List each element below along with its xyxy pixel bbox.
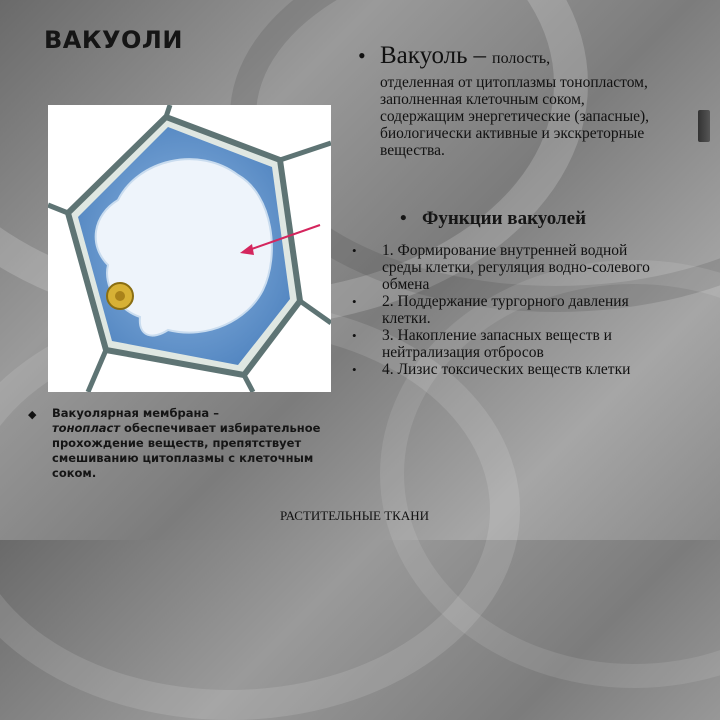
definition-body: отделенная от цитоплазмы тонопластом, заполненная клеточным соком, содержащим энергетические (запасные), биологически активные и экскреторные вещества.	[380, 74, 650, 159]
function-text: 4. Лизис токсических веществ клетки	[382, 361, 631, 378]
bullet-icon: •	[352, 294, 357, 309]
bullet-icon: •	[400, 208, 407, 229]
slide-title: ВАКУОЛИ	[44, 26, 183, 54]
bullet-icon: •	[352, 362, 357, 377]
membrane-note	[28, 406, 322, 481]
definition-lead	[358, 42, 668, 70]
membrane-term: тонопласт	[52, 421, 121, 435]
function-text: 1. Формирование внутренней водной среды клетки, регуляция водно-солевого обмена	[382, 242, 650, 293]
cell-wall-extension	[48, 205, 68, 213]
functions-heading	[400, 208, 586, 230]
function-text: 2. Поддержание тургорного давления клетки.	[382, 293, 629, 327]
list-item	[350, 293, 670, 327]
definition-tail: полость,	[492, 50, 551, 67]
cell-wall-extension	[280, 143, 331, 160]
functions-heading-text: Функции вакуолей	[422, 208, 587, 229]
functions-list	[350, 242, 670, 378]
bullet-icon: •	[352, 243, 357, 258]
function-text: 3. Накопление запасных веществ и нейтрализация отбросов	[382, 327, 612, 361]
list-item	[350, 242, 670, 293]
cell-wall-extension	[244, 375, 253, 392]
decorative-mark	[698, 110, 710, 142]
diamond-bullet-icon: ◆	[28, 409, 37, 421]
definition-dash: –	[473, 42, 486, 69]
bullet-icon: •	[352, 328, 357, 343]
cell-wall-extension	[300, 301, 331, 323]
bullet-icon: •	[358, 43, 366, 68]
cell-wall-extension	[88, 350, 106, 392]
list-item	[350, 361, 670, 378]
nucleolus	[115, 291, 125, 301]
plant-cell-drawing	[48, 105, 331, 392]
definition-block	[358, 42, 668, 159]
plant-cell-illustration	[48, 105, 331, 392]
membrane-text-part2: обеспечивает избирательное прохождение веществ, препятствует смешиванию цитоплазмы с клеточным соком.	[52, 421, 321, 480]
definition-term: Вакуоль	[380, 42, 468, 69]
footer-caption: РАСТИТЕЛЬНЫЕ ТКАНИ	[280, 508, 429, 523]
membrane-text-part1: Вакуолярная мембрана –	[52, 406, 219, 420]
list-item	[350, 327, 670, 361]
membrane-text	[52, 406, 322, 481]
